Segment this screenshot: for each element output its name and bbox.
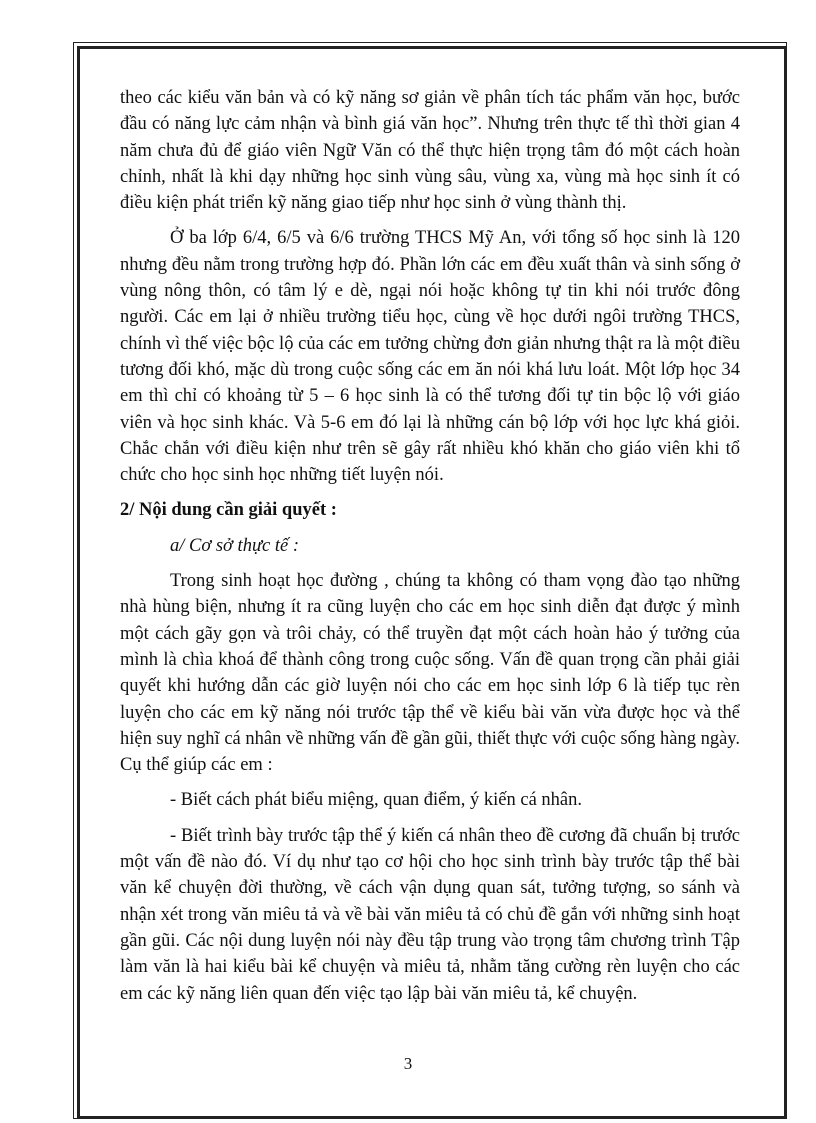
paragraph-practical-basis: Trong sinh hoạt học đường , chúng ta không có tham vọng đào tạo những nhà hùng biện, nhưng ít ra cũng luyện cho các em học sinh diễn đạt được ý mình một cách gãy gọn và trôi chảy, có thể truyền đạt một cách hoàn hảo ý tưởng của mình là chìa khoá để thành công trong cuộc sống. Vấn đề quan trọng cần phải giải quyết khi hướng dẫn các giờ luyện nói cho các em học sinh lớp 6 là tiếp tục rèn luyện cho các em kỹ năng nói trước tập thể về kiểu bài văn vừa được học và thể hiện suy nghĩ cá nhân về những vấn đề gần gũi, thiết thực với cuộc sống hàng ngày. Cụ thể giúp các em : bbox=[120, 571, 740, 776]
section-heading: 2/ Nội dung cần giải quyết : bbox=[120, 500, 337, 521]
page-number: 3 bbox=[403, 1054, 413, 1073]
list-item-1: - Biết cách phát biểu miệng, quan điểm, ý kiến cá nhân. bbox=[170, 790, 583, 811]
subsection-heading: a/ Cơ sở thực tế : bbox=[170, 535, 300, 556]
document-body bbox=[120, 85, 740, 1016]
paragraph-continuation: theo các kiểu văn bản và có kỹ năng sơ giản về phân tích tác phẩm văn học, bước đầu có năng lực cảm nhận và bình giá văn học”. Nhưng trên thực tế thì thời gian 4 năm chưa đủ để giáo viên Ngữ Văn có thể thực hiện trọng tâm đó một cách hoàn chỉnh, nhất là khi dạy những học sinh vùng sâu, vùng xa, vùng mà học sinh ít có điều kiện phát triển kỹ năng giao tiếp như học sinh ở vùng thành thị. bbox=[120, 88, 740, 214]
paragraph-class-situation: Ở ba lớp 6/4, 6/5 và 6/6 trường THCS Mỹ An, với tổng số học sinh là 120 nhưng đều nằm trong trường hợp đó. Phần lớn các em đều xuất thân và sinh sống ở vùng nông thôn, có tâm lý e dè, ngại nói hoặc không tự tin khi nói trước đông người. Các em lại ở nhiều trường tiểu học, cùng về học dưới ngôi trường THCS, chính vì thế việc bộc lộ của các em tưởng chừng đơn giản nhưng thật ra là một điều tương đối khó, mặc dù trong cuộc sống các em ăn nói khá lưu loát. Một lớp học 34 em thì chỉ có khoảng từ 5 – 6 học sinh là có thể tương đối tự tin bộc lộ với giáo viên và học sinh khác. Và 5-6 em đó lại là những cán bộ lớp với học lực khá giỏi. Chắc chắn với điều kiện như trên sẽ gây rất nhiều khó khăn cho giáo viên khi tổ chức cho học sinh học những tiết luyện nói. bbox=[120, 228, 740, 486]
list-item-2: - Biết trình bày trước tập thể ý kiến cá nhân theo đề cương đã chuẩn bị trước một vấn đề nào đó. Ví dụ như tạo cơ hội cho học sinh trình bày trước tập thể bài văn kể chuyện đời thường, về cách vận dụng quan sát, tưởng tượng, so sánh và nhận xét trong văn miêu tả và về bài văn miêu tả có chủ đề gắn với những sinh hoạt gần gũi. Các nội dung luyện nói này đều tập trung vào trọng tâm chương trình Tập làm văn là hai kiểu bài kể chuyện và miêu tả, nhằm tăng cường rèn luyện cho các em các kỹ năng liên quan đến việc tạo lập bài văn miêu tả, kể chuyện. bbox=[120, 825, 740, 1004]
